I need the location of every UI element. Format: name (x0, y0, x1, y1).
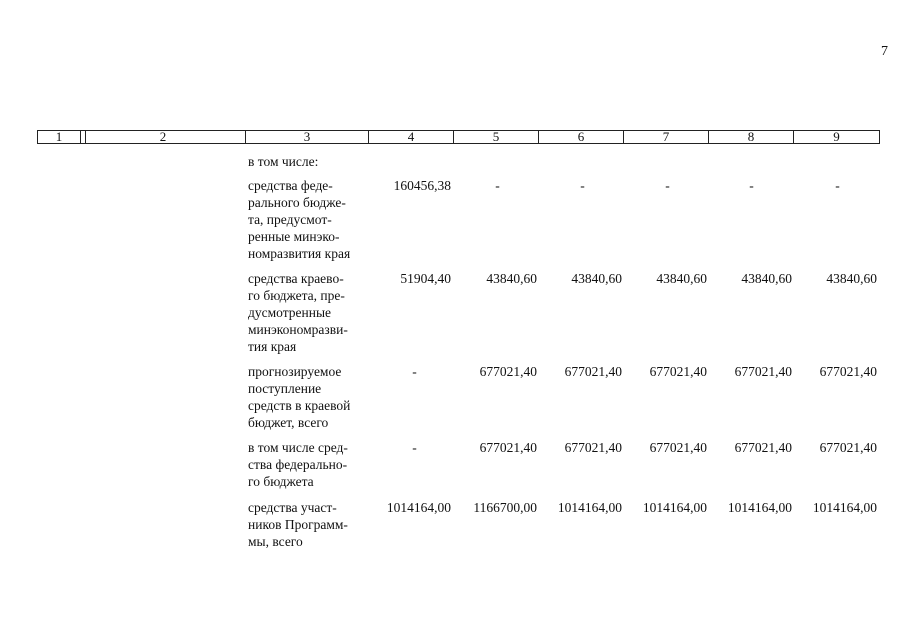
value-cell: 677021,40 (649, 364, 707, 379)
row-description (248, 177, 366, 262)
description-line: прогнозируемое (248, 364, 342, 379)
description-line: та, предусмот- (248, 212, 332, 227)
value-cell: 677021,40 (479, 364, 537, 379)
row-description (248, 153, 366, 170)
description-line: ренные минэко- (248, 229, 340, 244)
description-line: номразвития края (248, 246, 351, 261)
column-header-8: 8 (709, 131, 794, 143)
description-line: минэкономразви- (248, 322, 348, 337)
value-cell: 677021,40 (564, 440, 622, 455)
value-cell: 1014164,00 (812, 500, 877, 515)
description-line: бюджет, всего (248, 415, 329, 430)
description-line: в том числе сред- (248, 440, 348, 455)
value-cell: - (495, 178, 500, 193)
description-line: тия края (248, 339, 297, 354)
value-cell: 677021,40 (819, 440, 877, 455)
description-line: дусмотренные (248, 305, 332, 320)
row-description (248, 270, 366, 355)
description-line: средства краево- (248, 271, 344, 286)
column-header-4: 4 (369, 131, 454, 143)
value-cell: 677021,40 (564, 364, 622, 379)
description-line: средства феде- (248, 178, 333, 193)
description-line: в том числе: (248, 154, 319, 169)
column-header-7: 7 (624, 131, 709, 143)
value-cell: 677021,40 (649, 440, 707, 455)
value-cell: 51904,40 (400, 271, 451, 286)
column-header-9: 9 (833, 129, 840, 144)
value-cell: - (412, 440, 417, 455)
column-header-5: 5 (454, 131, 539, 143)
row-description (248, 499, 366, 550)
value-cell: 43840,60 (656, 271, 707, 286)
value-cell: 43840,60 (571, 271, 622, 286)
description-line: го бюджета (248, 474, 314, 489)
description-line: средства участ- (248, 500, 337, 515)
value-cell: 677021,40 (734, 364, 792, 379)
value-cell: - (580, 178, 585, 193)
value-cell: - (665, 178, 670, 193)
value-cell: 160456,38 (393, 178, 451, 193)
value-cell: 43840,60 (741, 271, 792, 286)
column-header-2: 2 (81, 131, 246, 143)
value-cell: 1014164,00 (642, 500, 707, 515)
table-header-row (37, 130, 880, 144)
value-cell: 677021,40 (819, 364, 877, 379)
value-cell: 677021,40 (734, 440, 792, 455)
description-line: средств в краевой (248, 398, 351, 413)
description-line: рального бюдже- (248, 195, 346, 210)
value-cell: 1014164,00 (727, 500, 792, 515)
column-header-3: 3 (246, 131, 369, 143)
description-line: мы, всего (248, 534, 303, 549)
value-cell: 1014164,00 (557, 500, 622, 515)
description-line: го бюджета, пре- (248, 288, 345, 303)
value-cell: - (412, 364, 417, 379)
description-line: поступление (248, 381, 322, 396)
column-header-1: 1 (38, 131, 81, 143)
value-cell: - (749, 178, 754, 193)
description-line: ников Программ- (248, 517, 348, 532)
value-cell: 43840,60 (486, 271, 537, 286)
row-description (248, 363, 366, 431)
value-cell: 43840,60 (826, 271, 877, 286)
page-number: 7 (881, 44, 888, 59)
value-cell: 1166700,00 (473, 500, 537, 515)
value-cell: 677021,40 (479, 440, 537, 455)
value-cell: 1014164,00 (386, 500, 451, 515)
row-description (248, 439, 366, 490)
description-line: ства федерально- (248, 457, 348, 472)
column-header-6: 6 (539, 131, 624, 143)
value-cell: - (835, 178, 840, 193)
